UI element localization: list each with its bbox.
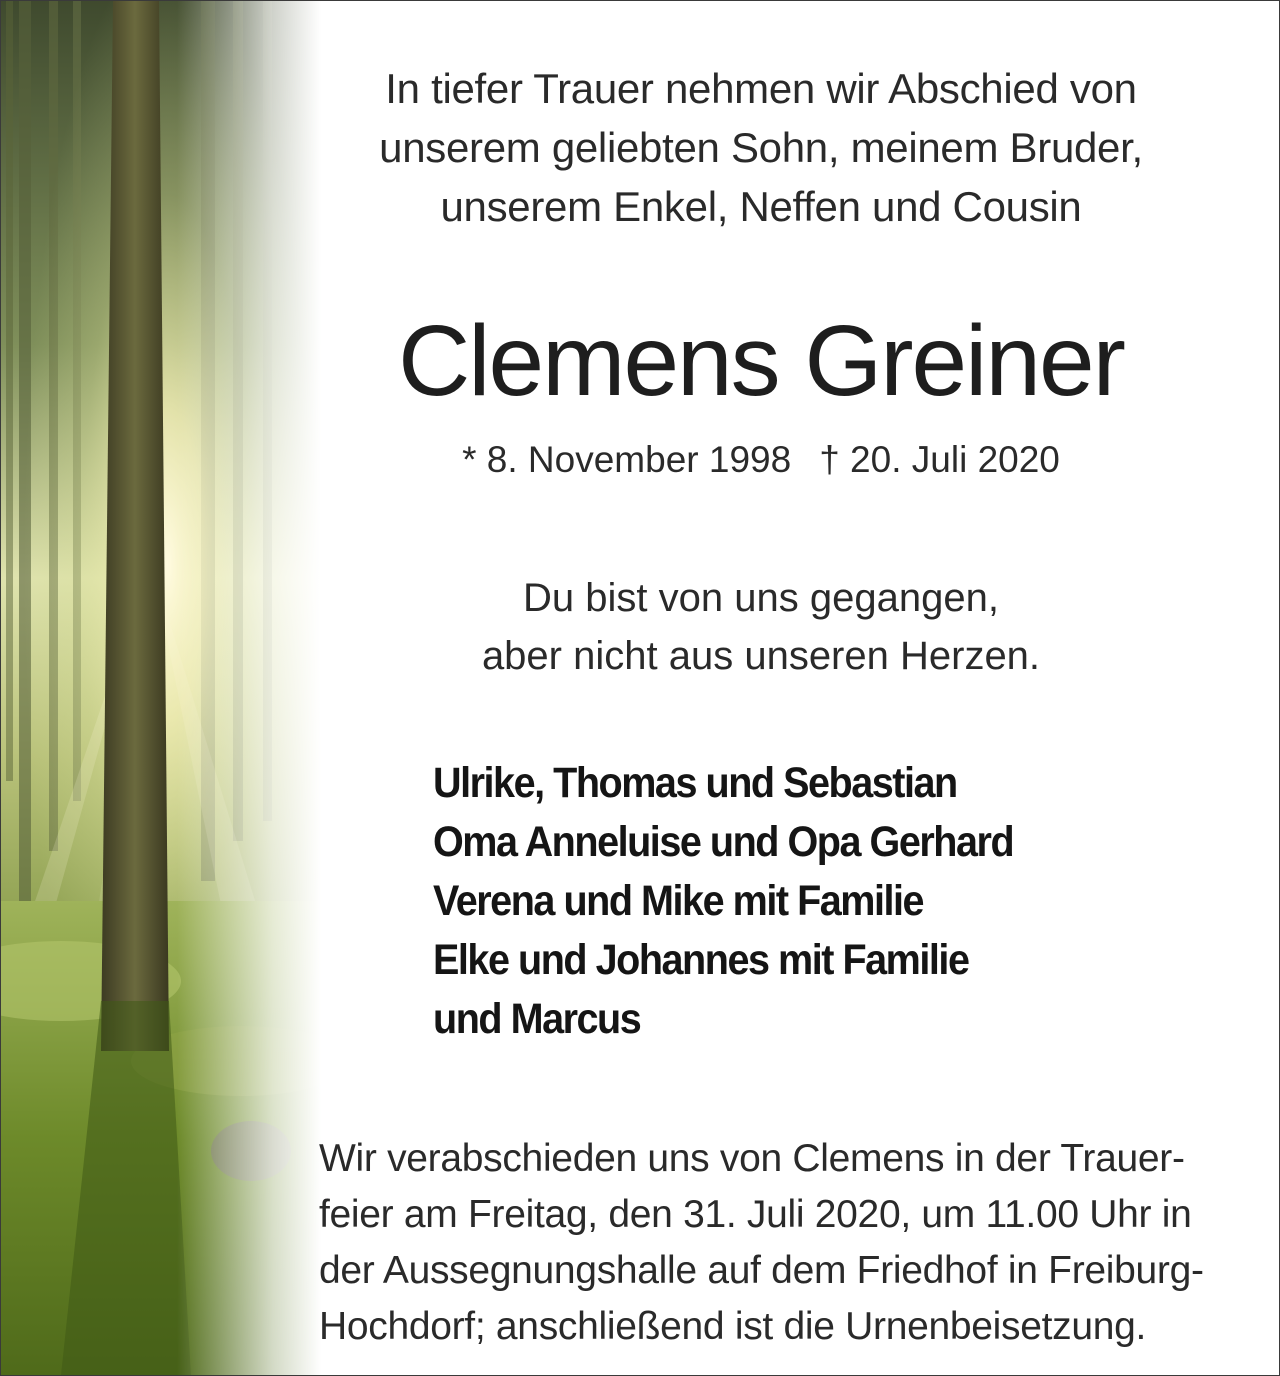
quote-line: Du bist von uns gegangen,: [523, 576, 999, 620]
death-date: † 20. Juli 2020: [819, 439, 1060, 480]
intro-line: unserem Enkel, Neffen und Cousin: [440, 183, 1082, 230]
intro-line: unserem geliebten Sohn, meinem Bruder,: [379, 124, 1143, 171]
intro-text: [301, 59, 1221, 236]
life-dates: [301, 437, 1221, 483]
forest-sunlight-image: [1, 1, 321, 1375]
mourners-list: [433, 754, 1133, 1049]
service-line: Hochdorf; anschließend ist die Urnenbeisetzung.: [319, 1305, 1147, 1348]
mourner-line: Ulrike, Thomas und Sebastian: [433, 759, 957, 807]
mourner-line: Elke und Johannes mit Familie: [433, 936, 969, 984]
deceased-name: Clemens Greiner: [398, 305, 1124, 417]
funeral-service-info: [319, 1131, 1239, 1355]
service-line: feier am Freitag, den 31. Juli 2020, um 11.00 Uhr in: [319, 1193, 1192, 1236]
mourner-line: Verena und Mike mit Familie: [433, 877, 924, 925]
mourner-line: Oma Anneluise und Opa Gerhard: [433, 818, 1014, 866]
quote-line: aber nicht aus unseren Herzen.: [481, 634, 1041, 678]
service-line: Wir verabschieden uns von Clemens in der Trauer-: [319, 1137, 1185, 1180]
intro-line: In tiefer Trauer nehmen wir Abschied von: [385, 65, 1137, 112]
birth-date: * 8. November 1998: [462, 439, 792, 480]
service-line: der Aussegnungshalle auf dem Friedhof in Freiburg-: [319, 1249, 1204, 1292]
mourner-line: und Marcus: [433, 995, 641, 1043]
memorial-quote: [301, 569, 1221, 685]
